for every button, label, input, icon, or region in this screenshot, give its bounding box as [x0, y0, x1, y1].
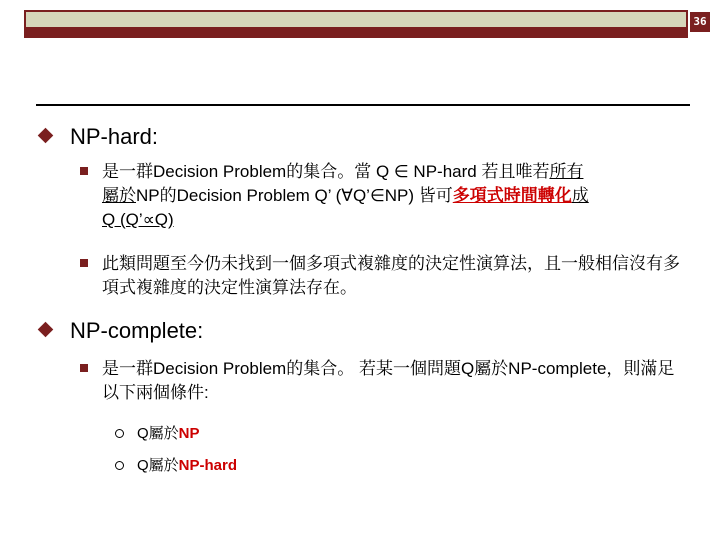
np-hard-note: 此類問題至今仍未找到一個多項式複雜度的決定性演算法，且一般相信沒有多項式複雜度的決定性演算法存在。	[102, 254, 680, 297]
condition-1-np: NP	[178, 425, 200, 442]
np-hard-def-into: 成	[571, 186, 589, 205]
np-hard-def-part-a: 是一群Decision Problem的集合。當 Q ∈ NP-hard 若且唯若	[102, 162, 550, 181]
circle-bullet-icon	[115, 461, 124, 470]
np-hard-heading: NP-hard:	[70, 124, 159, 149]
np-hard-definition	[102, 160, 682, 232]
np-hard-def-polytime-reduction: 多項式時間轉化	[452, 186, 572, 205]
diamond-bullet-icon	[38, 322, 54, 338]
np-complete-heading: NP-complete:	[70, 318, 204, 343]
condition-2-prefix: Q屬於	[137, 457, 179, 474]
np-hard-def-part-g: Q (Q’∝Q)	[102, 210, 174, 229]
title-rule	[36, 104, 690, 106]
diamond-bullet-icon	[38, 128, 54, 144]
np-complete-definition: 是一群Decision Problem的集合。 若某一個問題Q屬於NP-complete，則滿足以下兩個條件:	[102, 359, 675, 402]
np-hard-def-part-d: NP的Decision Problem Q’ (∀Q’∈NP) 皆可	[136, 186, 453, 205]
condition-1-prefix: Q屬於	[137, 425, 179, 442]
np-hard-def-all: 所有	[549, 162, 584, 181]
title-bar	[24, 10, 688, 38]
square-bullet-icon	[80, 167, 88, 175]
title-bar-stripe	[26, 27, 686, 36]
slide-number: 36	[690, 12, 710, 32]
square-bullet-icon	[80, 364, 88, 372]
np-hard-def-belongs: 屬於	[102, 186, 136, 205]
condition-2-np-hard: NP-hard	[178, 457, 238, 474]
circle-bullet-icon	[115, 429, 124, 438]
square-bullet-icon	[80, 259, 88, 267]
